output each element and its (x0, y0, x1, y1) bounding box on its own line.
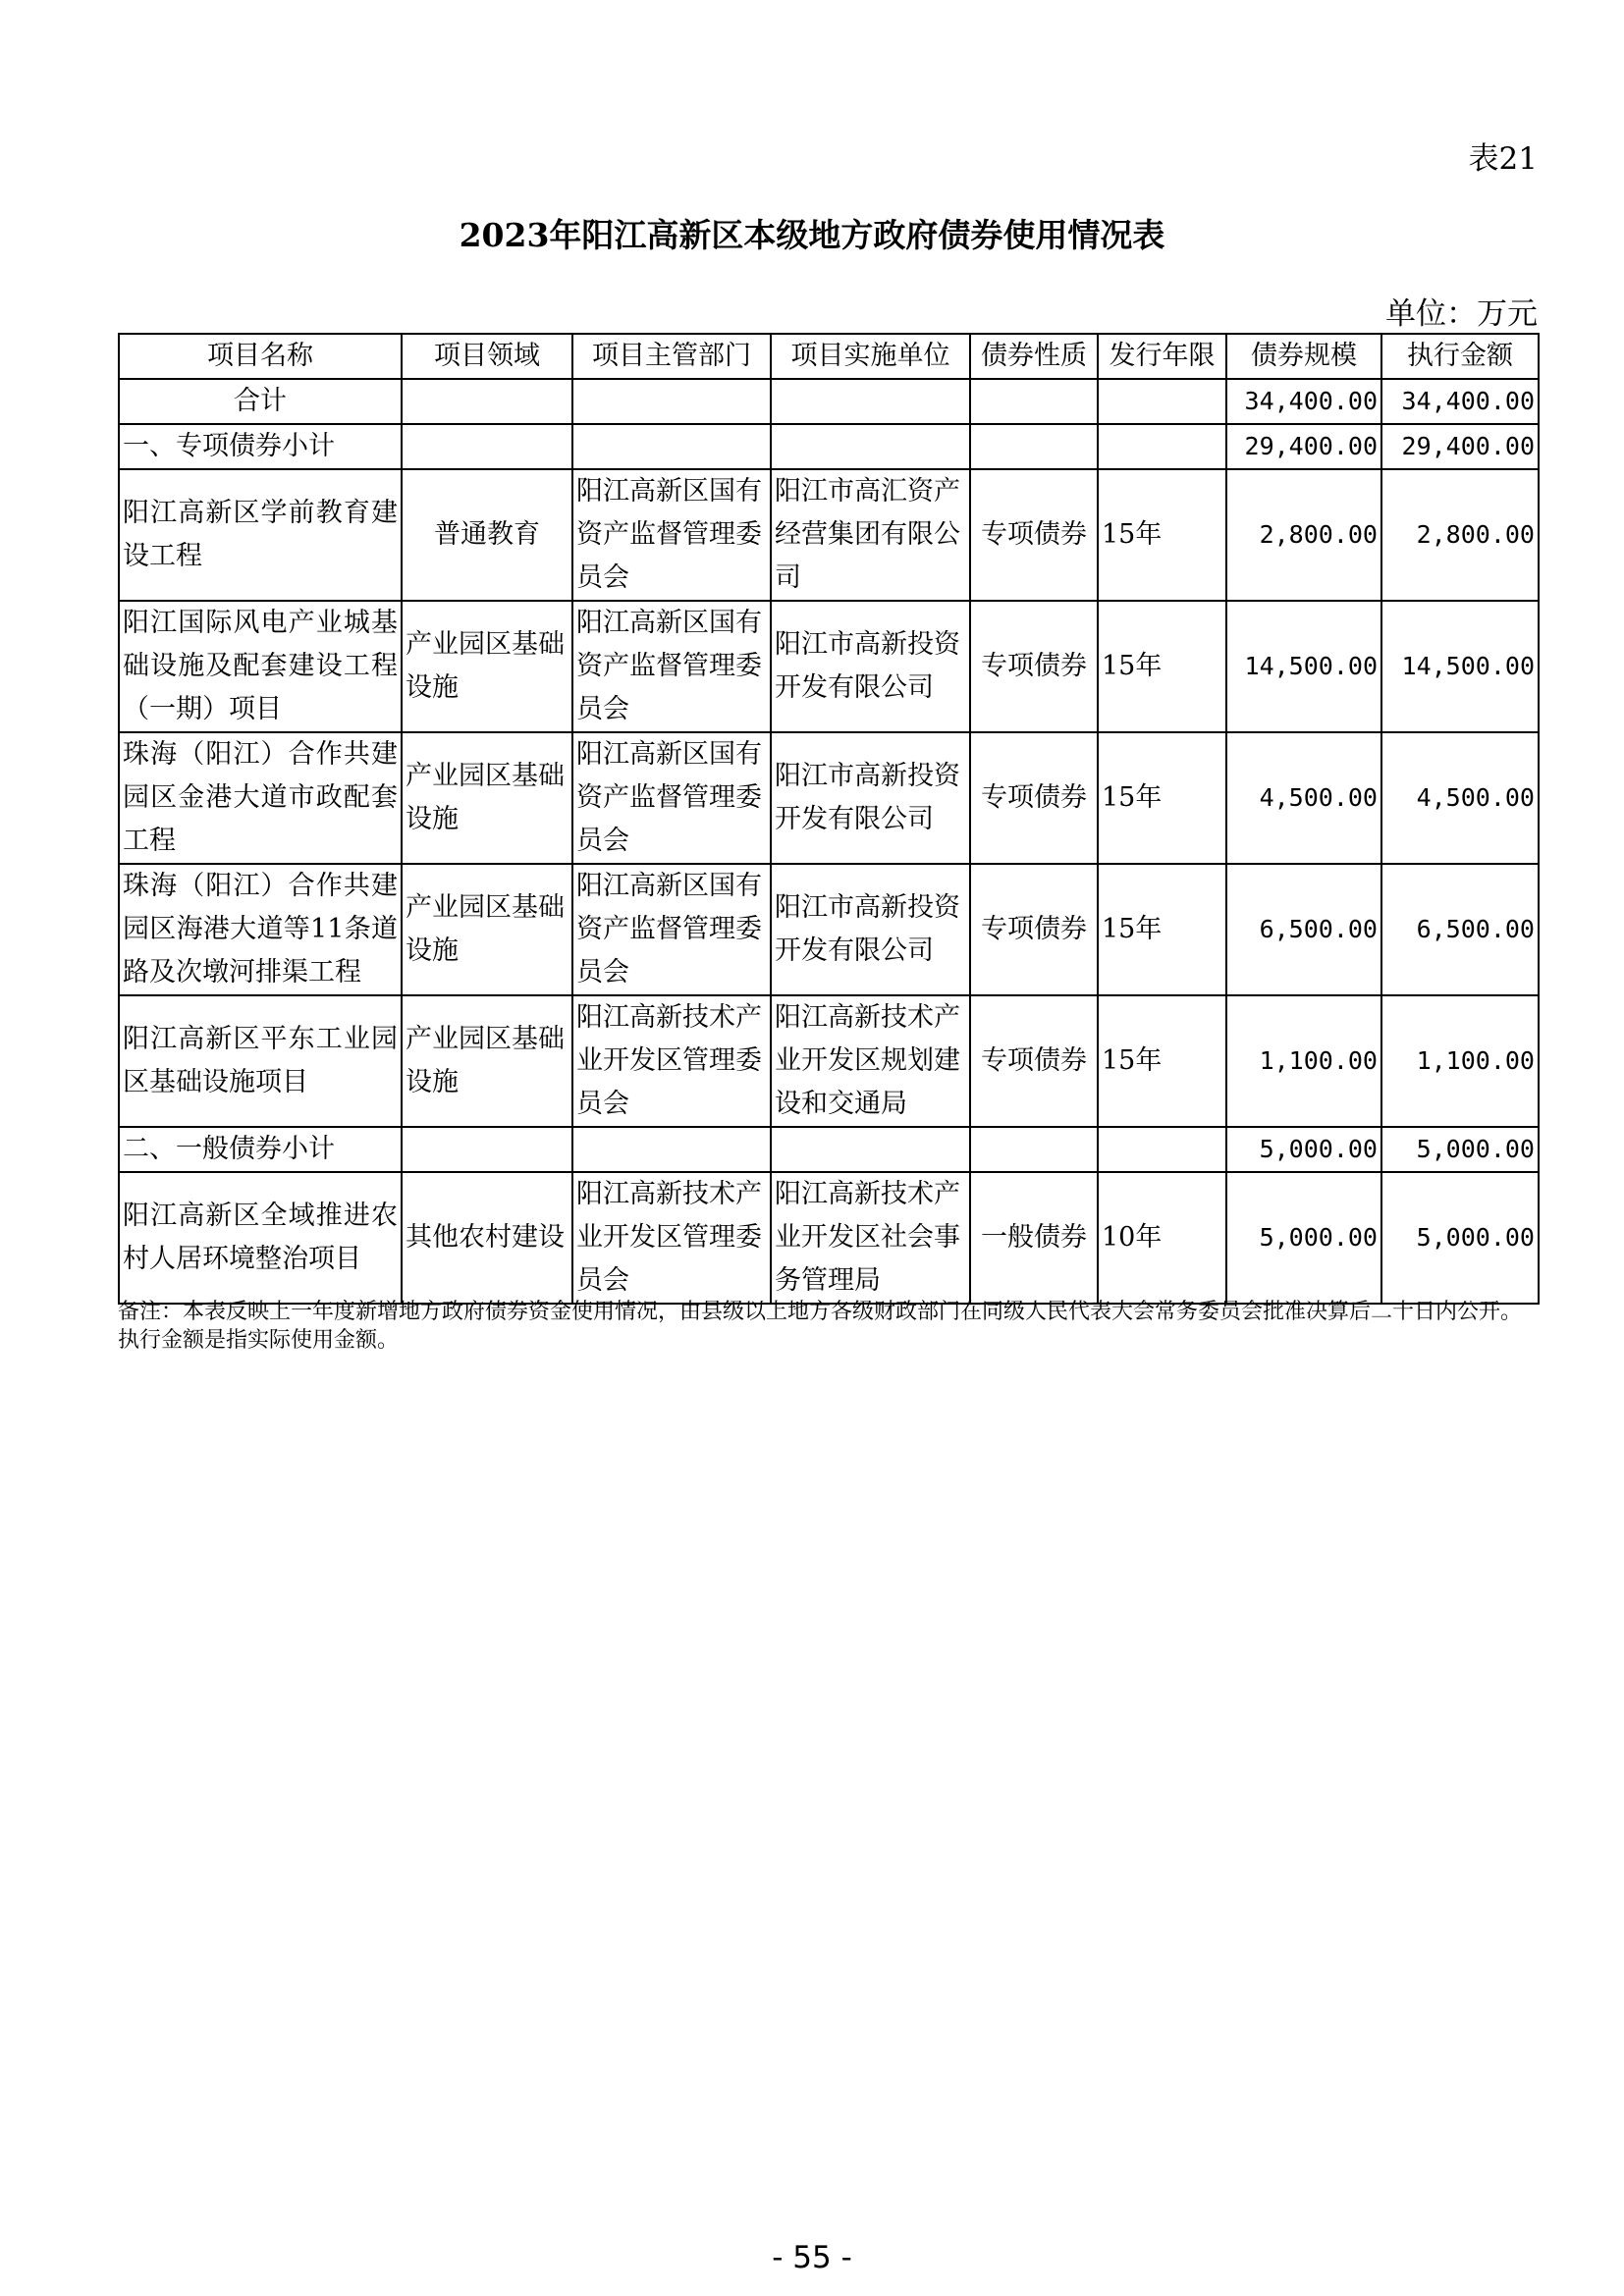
table-row (119, 864, 1539, 995)
project-dept: 阳江高新技术产业开发区管理委员会 (572, 995, 771, 1127)
unit-label: 单位：万元 (1385, 296, 1538, 332)
executed-amount: 2,800.00 (1381, 469, 1539, 601)
column-header: 项目领域 (402, 334, 572, 379)
project-domain: 产业园区基础设施 (402, 995, 572, 1127)
total-row (119, 379, 1539, 424)
total-label: 合计 (119, 379, 402, 424)
executed-amount: 14,500.00 (1381, 601, 1539, 732)
general-subtotal-row (119, 1127, 1539, 1172)
table-row (119, 732, 1539, 864)
column-header: 项目名称 (119, 334, 402, 379)
general-subtotal-scale: 5,000.00 (1226, 1127, 1381, 1172)
project-name: 珠海（阳江）合作共建园区海港大道等11条道路及次墩河排渠工程 (119, 864, 402, 995)
project-unit: 阳江高新技术产业开发区规划建设和交通局 (771, 995, 970, 1127)
bond-term: 15年 (1098, 995, 1226, 1127)
column-header: 发行年限 (1098, 334, 1226, 379)
project-domain: 普通教育 (402, 469, 572, 601)
project-dept: 阳江高新区国有资产监督管理委员会 (572, 864, 771, 995)
total-executed: 34,400.00 (1381, 379, 1539, 424)
project-dept: 阳江高新技术产业开发区管理委员会 (572, 1172, 771, 1304)
general-subtotal-label: 二、一般债券小计 (119, 1127, 402, 1172)
table-row (119, 1172, 1539, 1304)
debt-table (118, 333, 1540, 1305)
project-domain: 其他农村建设 (402, 1172, 572, 1304)
bond-scale: 4,500.00 (1226, 732, 1381, 864)
project-name: 珠海（阳江）合作共建园区金港大道市政配套工程 (119, 732, 402, 864)
bond-nature: 一般债券 (970, 1172, 1098, 1304)
project-name: 阳江高新区平东工业园区基础设施项目 (119, 995, 402, 1127)
bond-term: 15年 (1098, 601, 1226, 732)
project-name: 阳江国际风电产业城基础设施及配套建设工程（一期）项目 (119, 601, 402, 732)
executed-amount: 4,500.00 (1381, 732, 1539, 864)
bond-scale: 5,000.00 (1226, 1172, 1381, 1304)
special-subtotal-scale: 29,400.00 (1226, 424, 1381, 469)
column-header: 项目实施单位 (771, 334, 970, 379)
header-row (119, 334, 1539, 379)
project-unit: 阳江市高新投资开发有限公司 (771, 601, 970, 732)
table-row (119, 995, 1539, 1127)
project-dept: 阳江高新区国有资产监督管理委员会 (572, 601, 771, 732)
special-subtotal-executed: 29,400.00 (1381, 424, 1539, 469)
bond-term: 15年 (1098, 864, 1226, 995)
column-header: 债券规模 (1226, 334, 1381, 379)
bond-nature: 专项债券 (970, 469, 1098, 601)
table-number: 表21 (1468, 141, 1538, 177)
bond-nature: 专项债券 (970, 732, 1098, 864)
footnote: 备注：本表反映上一年度新增地方政府债券资金使用情况，由县级以上地方各级财政部门在同级人民代表大会常务委员会批准决算后二十日内公开。执行金额是指实际使用金额。 (118, 1300, 1523, 1353)
bond-scale: 14,500.00 (1226, 601, 1381, 732)
project-unit: 阳江高新技术产业开发区社会事务管理局 (771, 1172, 970, 1304)
bond-scale: 2,800.00 (1226, 469, 1381, 601)
executed-amount: 1,100.00 (1381, 995, 1539, 1127)
special-subtotal-row (119, 424, 1539, 469)
executed-amount: 5,000.00 (1381, 1172, 1539, 1304)
column-header: 债券性质 (970, 334, 1098, 379)
bond-scale: 1,100.00 (1226, 995, 1381, 1127)
column-header: 项目主管部门 (572, 334, 771, 379)
project-unit: 阳江市高新投资开发有限公司 (771, 864, 970, 995)
bond-term: 15年 (1098, 469, 1226, 601)
bond-nature: 专项债券 (970, 601, 1098, 732)
project-domain: 产业园区基础设施 (402, 732, 572, 864)
general-subtotal-executed: 5,000.00 (1381, 1127, 1539, 1172)
table-row (119, 601, 1539, 732)
project-unit: 阳江市高汇资产经营集团有限公司 (771, 469, 970, 601)
table-row (119, 469, 1539, 601)
page-number: - 55 - (772, 2240, 852, 2275)
project-unit: 阳江市高新投资开发有限公司 (771, 732, 970, 864)
project-domain: 产业园区基础设施 (402, 864, 572, 995)
project-dept: 阳江高新区国有资产监督管理委员会 (572, 732, 771, 864)
total-scale: 34,400.00 (1226, 379, 1381, 424)
bond-nature: 专项债券 (970, 995, 1098, 1127)
project-name: 阳江高新区学前教育建设工程 (119, 469, 402, 601)
executed-amount: 6,500.00 (1381, 864, 1539, 995)
column-header: 执行金额 (1381, 334, 1539, 379)
bond-term: 15年 (1098, 732, 1226, 864)
bond-nature: 专项债券 (970, 864, 1098, 995)
project-dept: 阳江高新区国有资产监督管理委员会 (572, 469, 771, 601)
bond-term: 10年 (1098, 1172, 1226, 1304)
project-name: 阳江高新区全域推进农村人居环境整治项目 (119, 1172, 402, 1304)
special-subtotal-label: 一、专项债券小计 (119, 424, 402, 469)
project-domain: 产业园区基础设施 (402, 601, 572, 732)
page-title: 2023年阳江高新区本级地方政府债券使用情况表 (459, 216, 1165, 254)
bond-scale: 6,500.00 (1226, 864, 1381, 995)
